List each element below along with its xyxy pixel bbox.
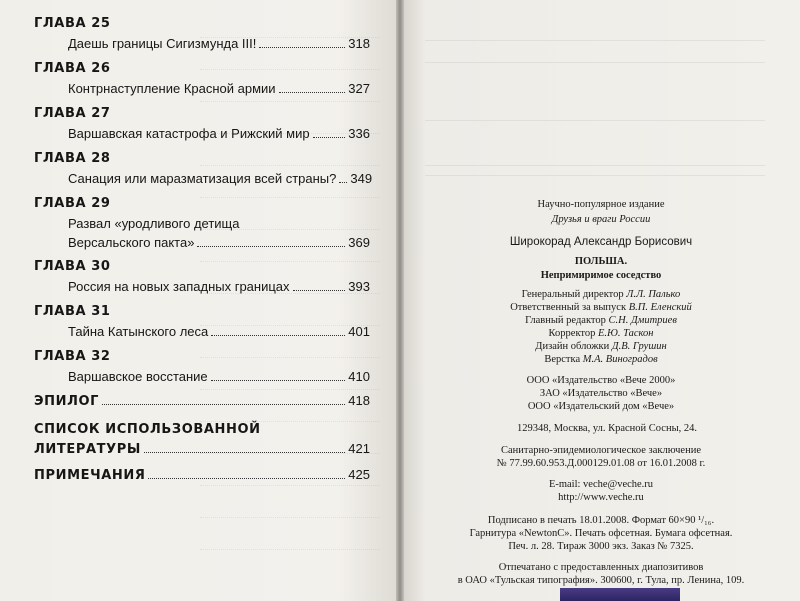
book-title: ПОЛЬША. [574,256,628,267]
credit-role: Главный редактор [525,315,606,326]
toc-chapter [34,257,370,302]
bibliography-line1: СПИСОК ИСПОЛЬЗОВАННОЙ [34,422,261,437]
page-number: 349 [350,171,373,186]
credit-role: Верстка [544,354,581,365]
printed-line1: Отпечатано с предоставленных диапозитивов [498,562,704,573]
credit-line [402,289,800,300]
credit-line [402,354,800,365]
toc-entry [34,124,370,143]
page-number: 418 [348,393,370,408]
credit-role: Генеральный директор [521,289,624,300]
toc-chapter [34,302,370,347]
toc-entry [34,367,370,386]
email-line: E-mail: veche@veche.ru [548,479,654,490]
credit-line [402,341,800,352]
page-number: 393 [348,279,370,294]
chapter-label: ГЛАВА 25 [34,16,111,31]
chapter-label: ГЛАВА 32 [34,349,111,364]
table-of-contents [34,14,373,486]
credit-name: В.П. Еленский [628,302,692,313]
epilogue-label: ЭПИЛОГ [34,394,100,409]
toc-entry [34,277,370,296]
publisher-address: 129348, Москва, ул. Красной Сосны, 24. [517,423,698,434]
entry-title: Тайна Катынского леса [68,324,209,339]
page-number: 318 [348,36,370,51]
page-number: 336 [348,126,370,141]
toc-chapter [34,194,370,257]
page-number: 421 [348,441,370,456]
printed-line2: в ОАО «Тульская типография». 300600, г. Тула, пр. Ленина, 109. [457,575,745,586]
print-run-line: Печ. л. 28. Тираж 3000 экз. Заказ № 7325. [508,541,694,552]
toc-entry [34,34,370,53]
publisher-line: ЗАО «Издательство «Вече» [539,388,663,399]
page-number: 410 [348,369,370,384]
bibliography-line2: ЛИТЕРАТУРЫ [34,442,141,457]
website-line: http://www.veche.ru [558,492,644,503]
credit-name: М.А. Виноградов [582,354,658,365]
imprint-page [402,0,800,601]
entry-title: Россия на новых западных границах [68,279,290,294]
dot-leader [293,290,346,291]
credit-name: Е.Ю. Таскон [597,328,654,339]
dot-leader [211,380,346,381]
toc-chapter [34,14,370,59]
toc-chapter [34,104,370,149]
dot-leader [313,137,346,138]
page-number: 425 [348,467,370,482]
dot-leader [259,47,345,48]
toc-entry [34,214,370,252]
chapter-label: ГЛАВА 29 [34,196,111,211]
publisher-line: ООО «Издательский дом «Вече» [527,401,675,412]
toc-chapter [34,347,370,385]
entry-title: Варшавская катастрофа и Рижский мир [68,126,310,141]
chapter-label: ГЛАВА 26 [34,61,111,76]
book-subtitle: Непримиримое соседство [540,270,662,281]
credit-line [402,328,800,339]
typeface-line: Гарнитура «NewtonC». Печать офсетная. Бумага офсетная. [469,528,733,539]
notes-label: ПРИМЕЧАНИЯ [34,468,146,483]
credit-line [402,302,800,313]
author-name: Широкорад Александр Борисович [509,236,693,248]
entry-title-line2: Версальского пакта» [68,235,195,250]
toc-bibliography [34,420,370,459]
toc-entry [34,169,373,188]
page-number: 327 [348,81,370,96]
toc-entry [34,322,370,341]
page-number: 401 [348,324,370,339]
dot-leader [102,404,345,405]
dot-leader [339,182,347,183]
page-number: 369 [348,235,370,250]
dot-leader [144,452,345,453]
entry-title-line1: Развал «уродливого детища [68,216,240,231]
chapter-label: ГЛАВА 31 [34,304,111,319]
toc-notes [34,465,370,486]
series-name: Друзья и враги России [551,214,651,225]
toc-epilogue [34,391,370,412]
book-edge-decoration [560,588,680,601]
dot-leader [197,246,345,247]
signed-line: Подписано в печать 18.01.2008. Формат 60×90 ¹/₁₆. [487,515,715,526]
entry-title: Варшавское восстание [68,369,208,384]
entry-title: Контрнаступление Красной армии [68,81,276,96]
sanitary-line2: № 77.99.60.953.Д.000129.01.08 от 16.01.2008 г. [496,458,706,469]
credit-name: Л.Л. Палько [626,289,681,300]
publisher-line: ООО «Издательство «Вече 2000» [526,375,676,386]
entry-title: Санация или маразматизация всей страны? [68,171,337,186]
credit-name: Д.В. Грушин [611,341,667,352]
chapter-label: ГЛАВА 30 [34,259,111,274]
credit-name: С.Н. Дмитриев [608,315,677,326]
credit-role: Дизайн обложки [535,341,610,352]
chapter-label: ГЛАВА 28 [34,151,111,166]
chapter-label: ГЛАВА 27 [34,106,111,121]
credit-line [402,315,800,326]
dot-leader [279,92,346,93]
dot-leader [148,478,345,479]
sanitary-line1: Санитарно-эпидемиологическое заключение [501,445,701,456]
dot-leader [211,335,345,336]
entry-title: Даешь границы Сигизмунда III! [68,36,257,51]
edition-type: Научно-популярное издание [537,199,665,210]
toc-chapter [34,59,370,104]
credit-role: Корректор [548,328,596,339]
toc-chapter [34,149,373,194]
toc-entry [34,79,370,98]
credit-role: Ответственный за выпуск [510,302,627,313]
